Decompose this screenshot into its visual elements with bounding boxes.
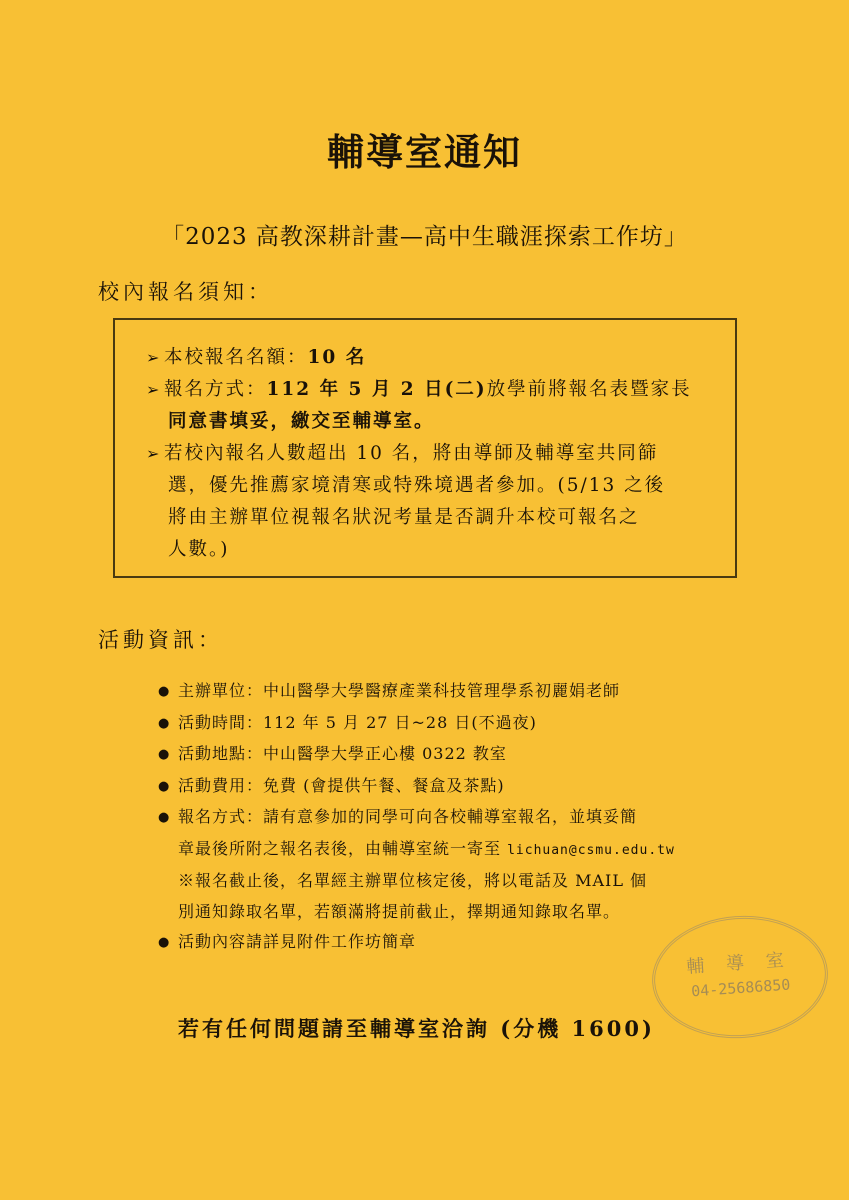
registration-item-overflow: ➢ 若校內報名人數超出 10 名，將由導師及輔導室共同篩 選，優先推薦家境清寒或特殊境遇者參加。(5/13 之後 將由主辦單位視報名狀況考量是否調升本校可報名之 人數。)	[146, 438, 716, 566]
office-seal-stamp: 輔 導 室 04-25686850	[648, 910, 832, 1044]
bullet-icon: ●	[158, 810, 171, 825]
signup-line: ※報名截止後，名單經主辦單位核定後，將以電話及 MAIL 個	[178, 871, 648, 890]
activity-info-list	[158, 676, 738, 959]
bullet-icon: ●	[158, 935, 171, 950]
list-item: ● 活動地點：中山醫學大學正心樓 0322 教室	[158, 739, 738, 771]
signup-line: 章最後所附之報名表後，由輔導室統一寄至 lichuan@csmu.edu.tw	[178, 838, 675, 858]
bullet-icon: ●	[158, 715, 171, 731]
list-item: ● 活動內容請詳見附件工作坊簡章	[158, 927, 738, 959]
bullet-icon: ●	[158, 684, 171, 699]
arrow-icon: ➢	[146, 444, 162, 463]
registration-item-quota: ➢ 本校報名名額：10 名	[146, 342, 716, 374]
email-link[interactable]: lichuan@csmu.edu.tw	[507, 842, 675, 858]
registration-heading: 校內報名須知：	[98, 280, 273, 304]
contact-footer: 若有任何問題請至輔導室洽詢 (分機 1600)	[178, 1016, 655, 1041]
list-item: ● 活動費用：免費 (會提供午餐、餐盒及茶點)	[158, 771, 738, 803]
signup-line: 別通知錄取名單，若額滿將提前截止，擇期通知錄取名單。	[178, 901, 621, 921]
arrow-icon: ➢	[146, 348, 162, 367]
list-item: ● 活動時間：112 年 5 月 27 日~28 日(不過夜)	[158, 708, 738, 740]
event-title: 「2023 高教深耕計畫—高中生職涯探索工作坊」	[161, 224, 688, 250]
notice-title: 輔導室通知	[327, 130, 522, 174]
activity-heading: 活動資訊：	[98, 628, 223, 652]
list-item: ● 主辦單位：中山醫學大學醫療產業科技管理學系初麗娟老師	[158, 676, 738, 708]
bullet-icon: ●	[158, 778, 171, 794]
bullet-icon: ●	[158, 747, 171, 762]
registration-item-method: ➢ 報名方式：112 年 5 月 2 日(二)放學前將報名表暨家長 同意書填妥，繳交至輔導室。	[146, 374, 716, 438]
arrow-icon: ➢	[146, 380, 162, 399]
list-item-signup: ● 報名方式：請有意參加的同學可向各校輔導室報名，並填妥簡	[158, 802, 738, 834]
